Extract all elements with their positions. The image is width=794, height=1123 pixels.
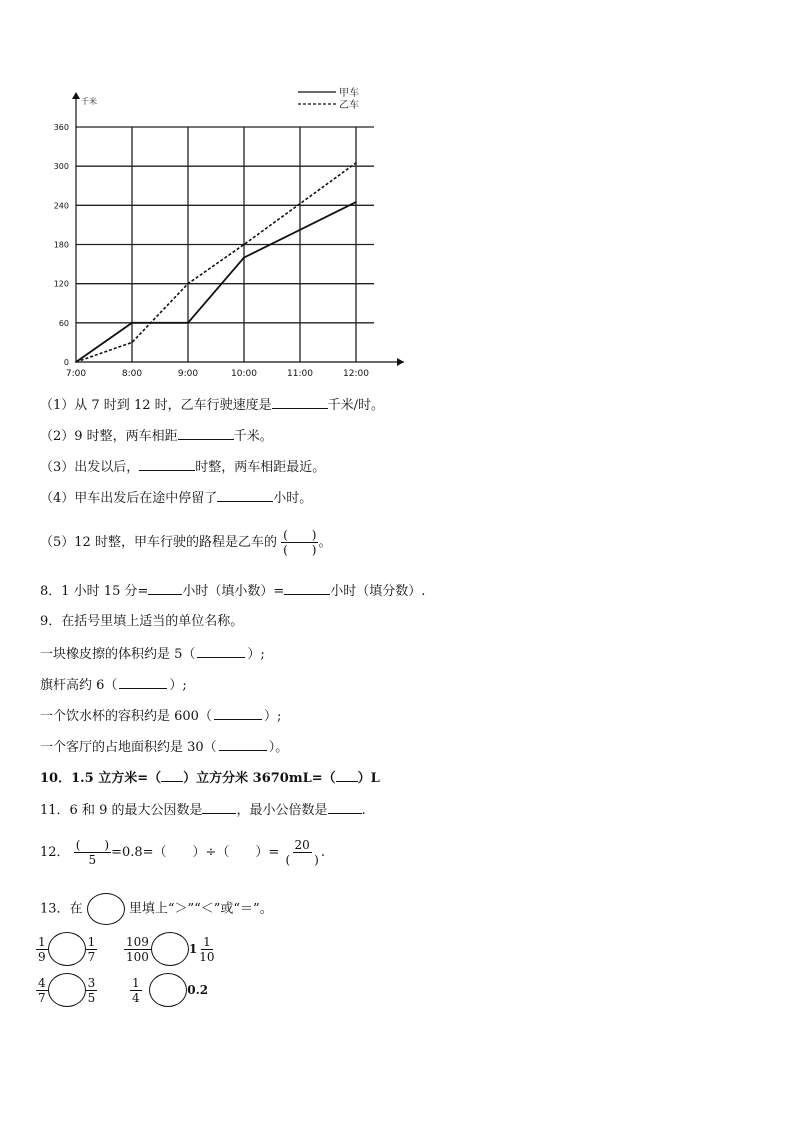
answer-blank[interactable] [284,582,330,595]
y-axis-label: 千米 [81,97,97,106]
fraction-denominator: 5 [88,853,97,867]
y-tick-label: 360 [53,123,69,132]
answer-blank[interactable] [148,582,182,595]
answer-blank[interactable] [217,489,273,502]
fraction-blank[interactable] [283,838,320,867]
fraction-blank[interactable] [281,528,318,557]
compare-circle[interactable] [48,932,86,966]
q11 [40,801,366,820]
compare-circle[interactable] [48,973,86,1007]
q11-text-a: 11．6 和 9 的最大公因数是 [40,803,203,818]
chart-axes [72,92,404,366]
fraction-numerator: 1 [38,934,46,949]
legend-label: 甲车 [339,88,359,99]
answer-blank[interactable] [336,769,358,782]
legend-label: 乙车 [339,100,359,111]
x-tick-label: 10:00 [231,369,257,379]
fraction-numerator: 4 [38,975,46,990]
fraction-numerator: ( ) [75,838,110,852]
fraction-denominator: 10 [199,949,215,964]
chart-ticks [54,123,370,379]
fraction-denominator: 5 [87,990,96,1005]
x-axis-arrow [397,358,404,366]
data-point [187,283,189,285]
answer-blank[interactable] [178,427,234,440]
fraction-blank[interactable] [74,838,111,867]
q13-text-a: 13．在 [40,901,83,917]
chart-legend [298,87,359,111]
x-tick-label: 11:00 [287,369,313,379]
fraction-denominator: 7 [38,990,46,1005]
q9-3-end: ）; [263,709,282,724]
q7-2-text: （2）9 时整，两车相距 [40,429,178,444]
data-point [355,162,357,164]
data-point [75,361,77,363]
q7-2-unit: 千米。 [233,429,273,444]
q11-text-b: ，最小公倍数是 [236,803,328,818]
answer-blank[interactable] [328,801,362,814]
fraction-denominator: 9 [38,949,46,964]
y-tick-label: 240 [53,201,69,211]
x-tick-label: 8:00 [121,369,143,379]
q9-2 [40,676,187,695]
fraction-denominator: 4 [132,990,140,1005]
q12-end: . [320,845,325,860]
compare-circle[interactable] [151,932,189,966]
answer-blank[interactable] [161,769,183,782]
q10-text-b: ）立方分米 3670mL=（ [183,771,336,786]
decimal-value: 0.2 [187,983,209,997]
q9-2-text: 旗杆高约 6（ [40,678,118,693]
q10-text-c: ）L [357,771,380,786]
q7-5 [40,528,331,557]
q9-4-text: 一个客厅的占地面积约是 30（ [40,740,217,755]
chart-series [75,162,357,363]
compare-circle[interactable] [149,973,187,1007]
q12 [40,838,325,867]
data-point [243,244,245,246]
y-axis-arrow [72,92,80,99]
distance-time-chart [40,82,420,382]
q7-3-text: （3）出发以后， [40,460,140,475]
compare-2 [124,932,217,966]
q8-text-c: 小时（填分数）. [330,584,426,599]
fraction-numerator: ( ) [283,528,317,542]
y-tick-label: 300 [53,162,69,172]
q10 [40,769,380,788]
q13-text-b: 里填上“＞”“＜”或“＝”。 [128,901,273,917]
fraction-numerator: 109 [126,934,149,949]
answer-blank[interactable] [197,645,245,658]
y-tick-label: 0 [63,358,69,367]
q9-2-end: ）; [169,678,187,693]
compare-3 [36,973,97,1007]
y-tick-label: 120 [53,279,69,289]
fraction-numerator: 1 [132,975,140,990]
q11-text-c: . [361,803,366,818]
data-point [187,322,189,324]
fraction-denominator: ( ) [285,853,319,867]
data-point [243,257,245,259]
q9-1-end: ）; [247,647,265,662]
series-line [76,202,356,362]
q9-3 [40,707,281,726]
answer-blank[interactable] [272,396,328,409]
q7-1-unit: 千米/时。 [327,398,385,413]
q8 [40,582,425,601]
fraction-denominator: 100 [126,949,149,964]
q9 [40,613,243,631]
fraction-numerator: 1 [87,934,96,949]
q10-text-a: 10．1.5 立方米=（ [40,771,162,786]
q7-3 [40,458,325,477]
q7-5-text: （5）12 时整，甲车行驶的路程是乙车的 [40,535,277,550]
q7-5-end: 。 [318,535,332,550]
q9-1-text: 一块橡皮擦的体积约是 5（ [40,647,196,662]
answer-blank[interactable] [202,801,236,814]
q12-text: =0.8=（ ）÷（ ）= [111,845,280,860]
whole-number: 1 [188,942,198,956]
data-point [131,342,133,344]
q7-4-unit: 小时。 [273,491,313,506]
answer-blank[interactable] [214,707,262,720]
q9-4 [40,738,288,757]
q7-4 [40,489,312,508]
q13 [40,893,273,925]
x-tick-label: 9:00 [177,369,199,379]
circle-icon [87,893,125,925]
y-tick-label: 180 [53,240,69,250]
x-tick-label: 7:00 [65,369,87,379]
q7-3-unit: 时整，两车相距最近。 [195,460,326,475]
fraction-numerator: 3 [87,975,96,990]
answer-blank[interactable] [219,738,267,751]
q9-1 [40,645,265,664]
fraction-denominator: ( ) [283,543,317,557]
compare-1 [36,932,97,966]
q9-3-text: 一个饮水杯的容积约是 600（ [40,709,212,724]
q7-1-text: （1）从 7 时到 12 时，乙车行驶速度是 [40,398,272,413]
answer-blank[interactable] [139,458,195,471]
q7-4-text: （4）甲车出发后在途中停留了 [40,491,218,506]
q9-4-end: ）。 [268,740,289,755]
q7-2 [40,427,273,446]
q8-text-b: 小时（填小数）= [182,584,285,599]
q8-text-a: 8．1 小时 15 分= [40,584,149,599]
q7-1 [40,396,384,415]
data-point [131,322,133,324]
q12-label: 12． [40,845,70,860]
y-tick-label: 60 [58,318,69,328]
fraction-denominator: 7 [87,949,96,964]
fraction-numerator: 1 [203,934,211,949]
data-point [355,201,357,203]
x-tick-label: 12:00 [343,369,369,379]
chart-grid [76,127,374,362]
answer-blank[interactable] [119,676,167,689]
fraction-numerator: 20 [294,838,310,852]
q9-text: 9．在括号里填上适当的单位名称。 [40,614,244,629]
compare-4 [130,973,208,1007]
